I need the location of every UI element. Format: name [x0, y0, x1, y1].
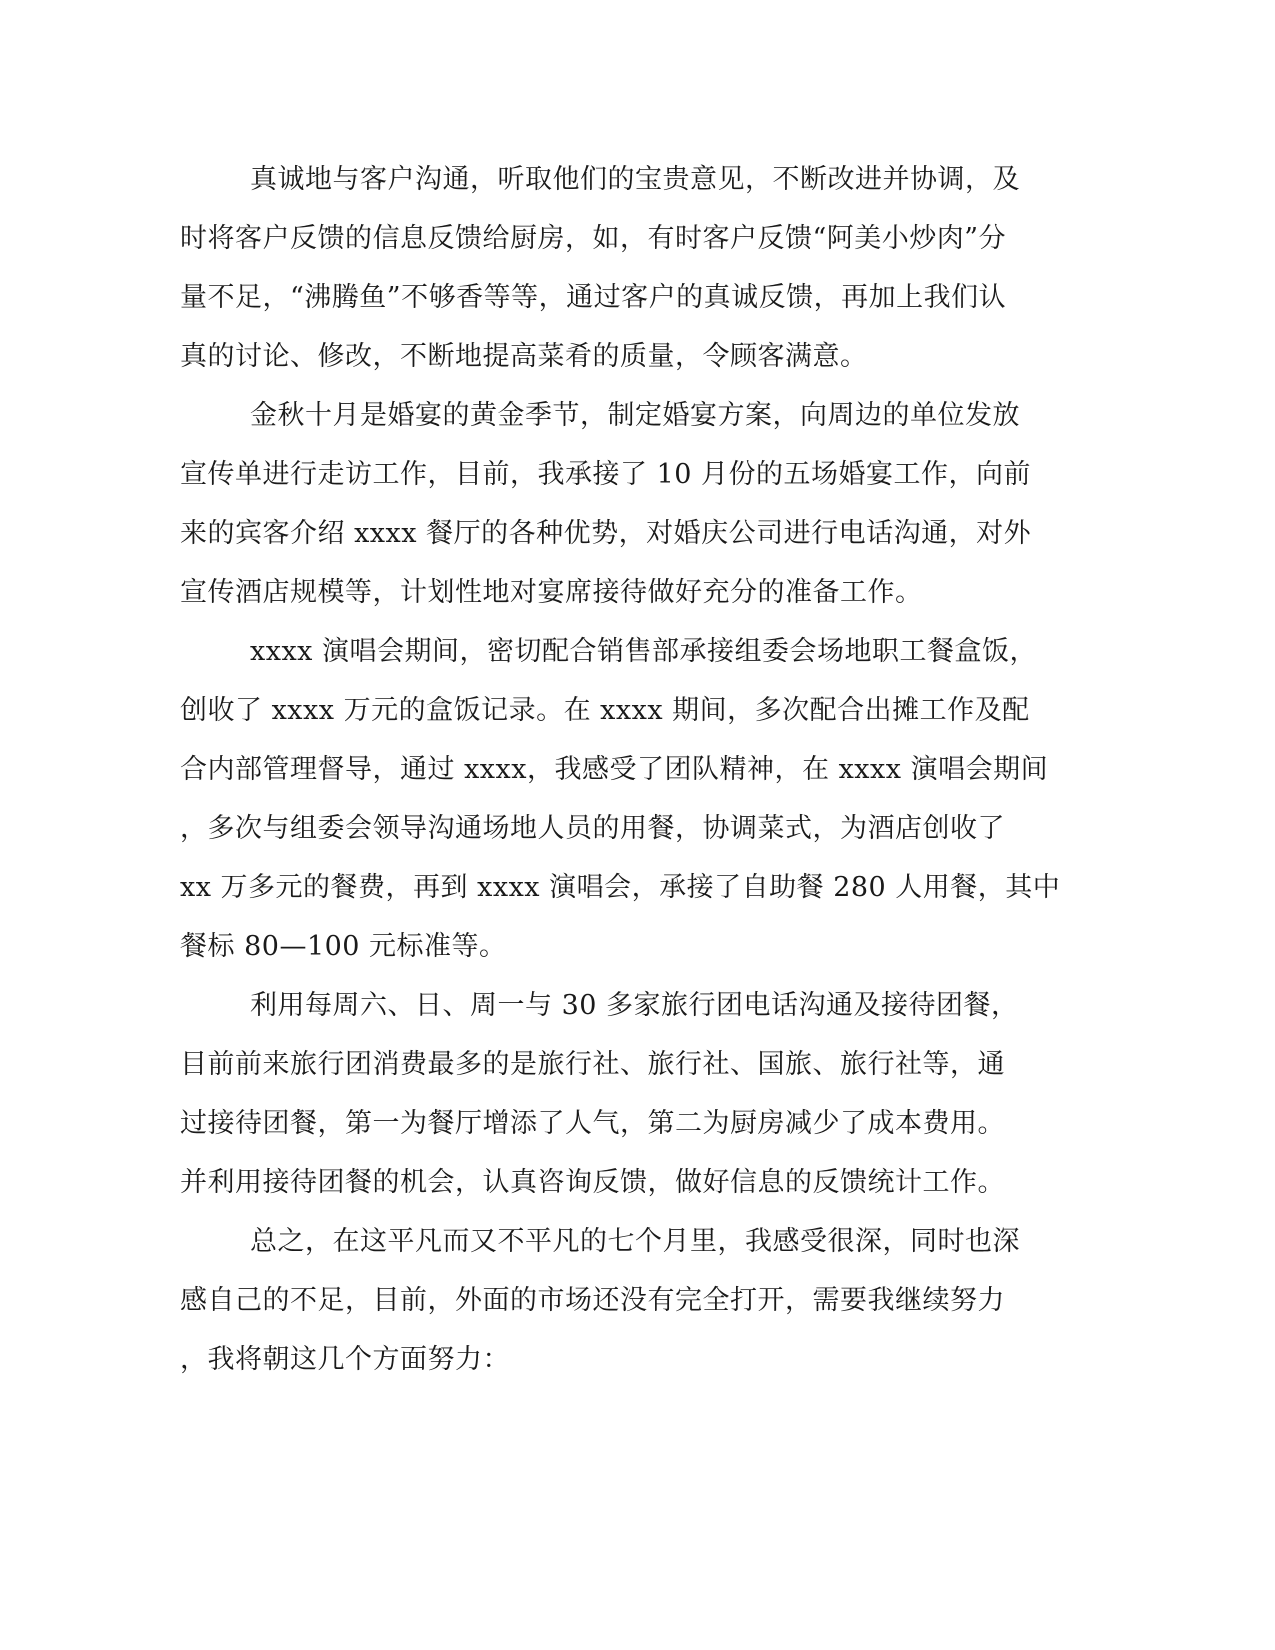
paragraph-1-line-1: 真诚地与客户沟通，听取他们的宝贵意见，不断改进并协调，及: [250, 164, 1020, 195]
paragraph-2-line-4: 宣传酒店规模等，计划性地对宴席接待做好充分的准备工作。: [180, 577, 923, 608]
paragraph-1-line-3: 量不足，“沸腾鱼”不够香等等，通过客户的真诚反馈，再加上我们认: [180, 282, 1007, 313]
paragraph-3-line-4: ，多次与组委会领导沟通场地人员的用餐，协调菜式，为酒店创收了: [180, 813, 1005, 844]
paragraph-3-line-5: xx 万多元的餐费，再到 xxxx 演唱会，承接了自助餐 280 人用餐，其中: [180, 872, 1061, 903]
paragraph-4-line-3: 过接待团餐，第一为餐厅增添了人气，第二为厨房减少了成本费用。: [180, 1108, 1005, 1139]
paragraph-4-line-1: 利用每周六、日、周一与 30 多家旅行团电话沟通及接待团餐，: [250, 990, 1019, 1021]
paragraph-5-line-3: ，我将朝这几个方面努力：: [180, 1344, 510, 1375]
paragraph-3-line-6: 餐标 80—100 元标准等。: [180, 931, 507, 962]
paragraph-2-line-2: 宣传单进行走访工作，目前，我承接了 10 月份的五场婚宴工作，向前: [180, 459, 1032, 490]
paragraph-1-line-4: 真的讨论、修改，不断地提高菜肴的质量，令顾客满意。: [180, 341, 868, 372]
paragraph-2-line-1: 金秋十月是婚宴的黄金季节，制定婚宴方案，向周边的单位发放: [250, 400, 1020, 431]
paragraph-3-line-2: 创收了 xxxx 万元的盒饭记录。在 xxxx 期间，多次配合出摊工作及配: [180, 695, 1030, 726]
paragraph-4-line-4: 并利用接待团餐的机会，认真咨询反馈，做好信息的反馈统计工作。: [180, 1167, 1005, 1198]
paragraph-5-line-2: 感自己的不足，目前，外面的市场还没有完全打开，需要我继续努力: [180, 1285, 1005, 1316]
paragraph-3-line-1: xxxx 演唱会期间，密切配合销售部承接组委会场地职工餐盒饭，: [250, 636, 1037, 667]
paragraph-1-line-2: 时将客户反馈的信息反馈给厨房，如，有时客户反馈“阿美小炒肉”分: [180, 223, 1007, 254]
paragraph-3-line-3: 合内部管理督导，通过 xxxx，我感受了团队精神，在 xxxx 演唱会期间: [180, 754, 1049, 785]
paragraph-2-line-3: 来的宾客介绍 xxxx 餐厅的各种优势，对婚庆公司进行电话沟通，对外: [180, 518, 1032, 549]
paragraph-4-line-2: 目前前来旅行团消费最多的是旅行社、旅行社、国旅、旅行社等，通: [180, 1049, 1005, 1080]
paragraph-5-line-1: 总之，在这平凡而又不平凡的七个月里，我感受很深，同时也深: [250, 1226, 1020, 1257]
